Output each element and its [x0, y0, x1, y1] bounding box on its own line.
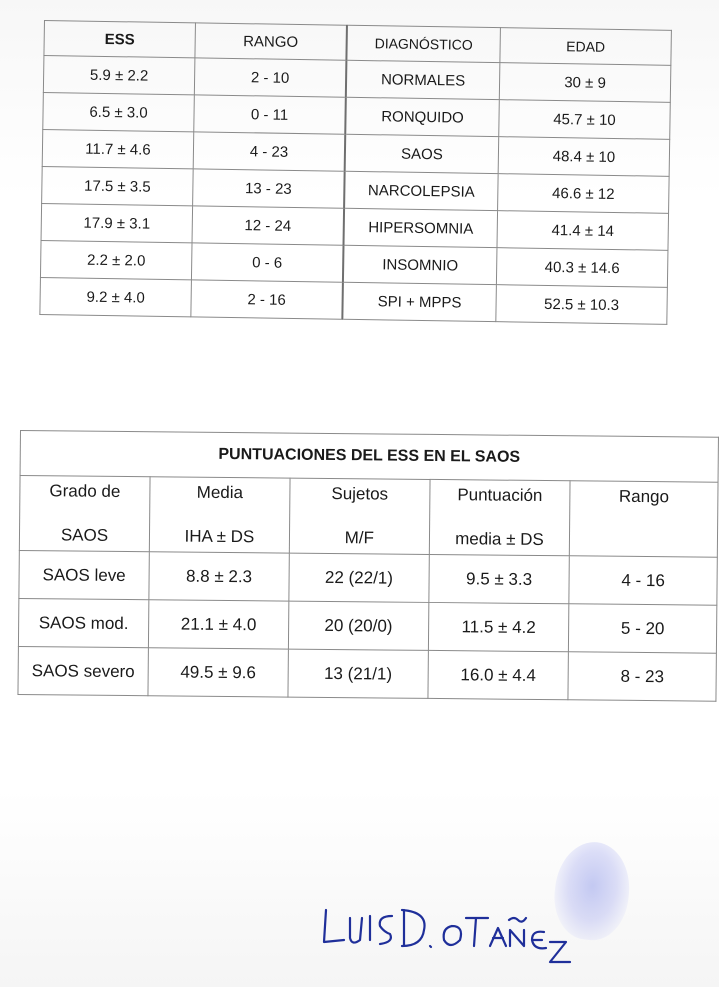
header-sujetos-line2: M/F	[344, 528, 375, 548]
cell-rango: 4 - 23	[193, 132, 345, 171]
cell-grado: SAOS mod.	[18, 598, 148, 647]
header-media	[149, 477, 290, 553]
signature-stroke	[490, 928, 506, 946]
signature-stroke	[350, 918, 362, 943]
signature-stroke	[324, 910, 344, 942]
table-title-row	[20, 431, 718, 483]
cell-ess: 6.5 ± 3.0	[43, 92, 195, 131]
signature-stroke	[402, 910, 425, 946]
signature-stroke	[509, 918, 526, 946]
table-row	[18, 598, 716, 653]
cell-puntuacion: 9.5 ± 3.3	[429, 554, 570, 603]
cell-edad: 45.7 ± 10	[499, 100, 671, 140]
cell-diagnostico: RONQUIDO	[345, 97, 499, 136]
cell-ess: 5.9 ± 2.2	[43, 56, 195, 95]
signature-stroke	[380, 916, 392, 944]
cell-rango: 4 - 16	[569, 556, 717, 605]
header-sujetos	[289, 478, 430, 554]
header-puntuacion	[429, 479, 570, 555]
cell-edad: 52.5 ± 10.3	[496, 285, 668, 325]
cell-diagnostico: SAOS	[345, 134, 499, 173]
cell-grado: SAOS severo	[18, 646, 148, 695]
signature-stroke	[430, 946, 431, 947]
cell-diagnostico: SPI + MPPS	[342, 282, 496, 321]
header-edad: EDAD	[500, 28, 672, 66]
cell-sujetos: 20 (20/0)	[288, 601, 428, 650]
table-title: PUNTUACIONES DEL ESS EN EL SAOS	[20, 431, 718, 483]
header-puntuacion-line1: Puntuación	[457, 485, 543, 506]
header-grado-line2: SAOS	[60, 525, 109, 545]
cell-rango: 13 - 23	[193, 169, 345, 208]
header-puntuacion-line2: media ± DS	[455, 529, 544, 550]
cell-edad: 40.3 ± 14.6	[496, 248, 668, 288]
ess-saos-table	[17, 430, 719, 702]
header-rango-line2	[570, 550, 717, 551]
cell-rango: 12 - 24	[192, 206, 344, 245]
cell-ess: 9.2 ± 4.0	[40, 277, 192, 316]
cell-edad: 46.6 ± 12	[498, 174, 670, 214]
cell-media: 8.8 ± 2.3	[149, 552, 289, 601]
table-row	[18, 646, 716, 701]
header-sujetos-line1: Sujetos	[331, 483, 389, 504]
cell-rango: 0 - 11	[194, 95, 346, 134]
cell-puntuacion: 16.0 ± 4.4	[428, 650, 569, 699]
handwritten-signature	[318, 896, 578, 976]
cell-media: 49.5 ± 9.6	[148, 648, 288, 697]
cell-edad: 30 ± 9	[499, 63, 671, 103]
cell-diagnostico: HIPERSOMNIA	[343, 208, 497, 247]
cell-rango: 5 - 20	[569, 604, 717, 653]
cell-puntuacion: 11.5 ± 4.2	[428, 602, 569, 651]
header-diagnostico: DIAGNÓSTICO	[346, 25, 500, 62]
cell-diagnostico: INSOMNIO	[343, 245, 497, 284]
header-grado	[19, 476, 150, 552]
header-ess: ESS	[44, 21, 196, 58]
cell-diagnostico: NARCOLEPSIA	[344, 171, 498, 210]
table-row	[19, 550, 717, 605]
cell-ess: 17.9 ± 3.1	[41, 203, 193, 242]
signature-stroke	[444, 926, 461, 945]
cell-ess: 17.5 ± 3.5	[42, 166, 194, 205]
ess-diagnosis-table	[39, 20, 672, 325]
header-media-line1: Media	[196, 482, 244, 503]
cell-edad: 41.4 ± 14	[497, 211, 669, 251]
cell-sujetos: 13 (21/1)	[288, 649, 428, 698]
cell-edad: 48.4 ± 10	[498, 137, 670, 177]
signature-stroke	[550, 942, 570, 962]
header-rango-line1: Rango	[618, 486, 670, 507]
header-grado-line1: Grado de	[49, 481, 121, 501]
cell-media: 21.1 ± 4.0	[148, 600, 288, 649]
cell-rango: 0 - 6	[191, 243, 343, 282]
cell-ess: 11.7 ± 4.6	[42, 129, 194, 168]
header-rango	[569, 481, 718, 557]
cell-ess: 2.2 ± 2.0	[40, 240, 192, 279]
cell-grado: SAOS leve	[19, 550, 149, 599]
signature-stroke	[466, 918, 488, 946]
header-rango: RANGO	[195, 23, 347, 60]
cell-diagnostico: NORMALES	[346, 60, 500, 99]
signature-stroke	[532, 932, 546, 949]
cell-rango: 2 - 10	[194, 58, 346, 97]
cell-rango: 8 - 23	[568, 652, 716, 701]
table-header-row	[19, 476, 718, 558]
cell-sujetos: 22 (22/1)	[289, 553, 429, 602]
cell-rango: 2 - 16	[191, 280, 343, 319]
header-media-line2: IHA ± DS	[184, 526, 255, 547]
